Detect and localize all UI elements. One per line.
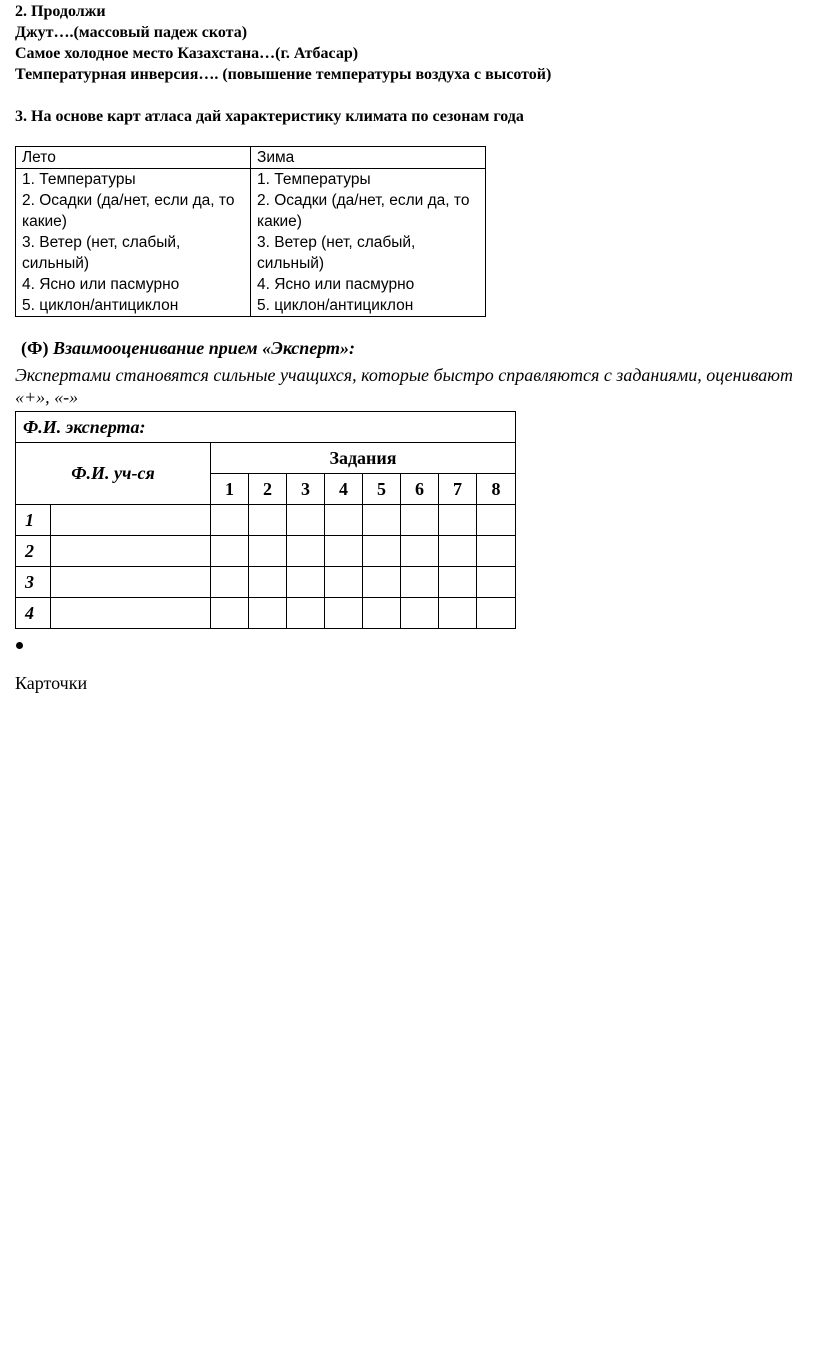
- grade-cell: [211, 598, 249, 629]
- column-header-winter: Зима: [251, 147, 486, 169]
- summer-criteria-cell: [16, 169, 251, 317]
- grade-cell: [363, 567, 401, 598]
- section-3-heading: 3. На основе карт атласа дай характеристику климата по сезонам года: [15, 108, 524, 125]
- grade-cell: [287, 536, 325, 567]
- grade-cell: [211, 567, 249, 598]
- peer-assessment-title: [21, 338, 355, 359]
- section-2-heading: 2. Продолжи: [15, 3, 106, 20]
- task-number: 2: [249, 474, 287, 505]
- criterion-item: 2. Осадки (да/нет, если да, то какие): [22, 192, 235, 230]
- student-name-header: Ф.И. уч-ся: [16, 443, 211, 505]
- task-number: 3: [287, 474, 325, 505]
- expert-name-label: Ф.И. эксперта:: [16, 412, 516, 443]
- student-name-cell: [51, 505, 211, 536]
- grade-cell: [439, 567, 477, 598]
- grade-cell: [477, 536, 516, 567]
- grade-cell: [249, 505, 287, 536]
- grade-cell: [477, 505, 516, 536]
- student-name-cell: [51, 598, 211, 629]
- expert-assessment-table: [15, 411, 516, 629]
- row-number: 1: [16, 505, 51, 536]
- table-row: [16, 505, 516, 536]
- continue-line-1: Джут….(массовый падеж скота): [15, 24, 248, 41]
- grade-cell: [477, 598, 516, 629]
- peer-assessment-name: Взаимооценивание прием «Эксперт»:: [52, 338, 356, 358]
- task-number: 5: [363, 474, 401, 505]
- grade-cell: [439, 536, 477, 567]
- criterion-item: 4. Ясно или пасмурно: [257, 276, 415, 293]
- criterion-item: 5. циклон/антициклон: [22, 297, 179, 314]
- grade-cell: [363, 505, 401, 536]
- task-number: 6: [401, 474, 439, 505]
- grade-cell: [401, 567, 439, 598]
- student-name-cell: [51, 567, 211, 598]
- task-number: 7: [439, 474, 477, 505]
- formative-tag: (Ф): [21, 338, 49, 358]
- criterion-item: 2. Осадки (да/нет, если да, то какие): [257, 192, 470, 230]
- criterion-item: 3. Ветер (нет, слабый, сильный): [22, 234, 181, 272]
- criterion-item: 3. Ветер (нет, слабый, сильный): [257, 234, 416, 272]
- cards-label: Карточки: [15, 673, 88, 693]
- task-number: 1: [211, 474, 249, 505]
- table-row: [16, 567, 516, 598]
- grade-cell: [325, 536, 363, 567]
- row-number: 3: [16, 567, 51, 598]
- grade-cell: [401, 598, 439, 629]
- grade-cell: [249, 567, 287, 598]
- grade-cell: [287, 505, 325, 536]
- column-header-summer: Лето: [16, 147, 251, 169]
- grade-cell: [363, 598, 401, 629]
- grade-cell: [325, 598, 363, 629]
- continue-line-3: Температурная инверсия…. (повышение температуры воздуха с высотой): [15, 66, 552, 83]
- bullet-point: [16, 642, 23, 649]
- tasks-header: Задания: [211, 443, 516, 474]
- continue-line-2: Самое холодное место Казахстана…(г. Атбасар): [15, 45, 359, 62]
- row-number: 4: [16, 598, 51, 629]
- grade-cell: [363, 536, 401, 567]
- criterion-item: 1. Температуры: [257, 171, 371, 188]
- grade-cell: [287, 567, 325, 598]
- peer-assessment-description: Экспертами становятся сильные учащихся, которые быстро справляются с заданиями, оценивают «+», «-»: [15, 365, 793, 407]
- task-number: 8: [477, 474, 516, 505]
- criterion-item: 5. циклон/антициклон: [257, 297, 414, 314]
- grade-cell: [249, 536, 287, 567]
- winter-criteria-cell: [251, 169, 486, 317]
- grade-cell: [211, 536, 249, 567]
- grade-cell: [439, 598, 477, 629]
- grade-cell: [439, 505, 477, 536]
- grade-cell: [211, 505, 249, 536]
- task-number: 4: [325, 474, 363, 505]
- criterion-item: 1. Температуры: [22, 171, 136, 188]
- grade-cell: [325, 567, 363, 598]
- table-row: [16, 598, 516, 629]
- grade-cell: [249, 598, 287, 629]
- criterion-item: 4. Ясно или пасмурно: [22, 276, 180, 293]
- grade-cell: [401, 505, 439, 536]
- climate-seasons-table: [15, 146, 486, 317]
- grade-cell: [477, 567, 516, 598]
- grade-cell: [401, 536, 439, 567]
- table-row: [16, 536, 516, 567]
- grade-cell: [325, 505, 363, 536]
- student-name-cell: [51, 536, 211, 567]
- grade-cell: [287, 598, 325, 629]
- row-number: 2: [16, 536, 51, 567]
